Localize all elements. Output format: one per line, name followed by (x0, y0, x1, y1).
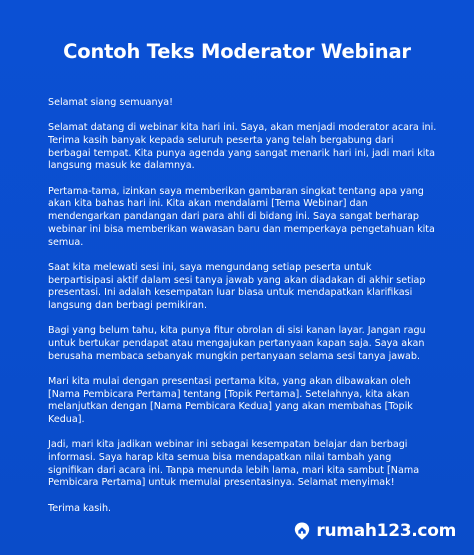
brand-name: rumah123.com (316, 521, 456, 541)
thanks-paragraph: Terima kasih. (48, 502, 112, 514)
chat-feature-paragraph: Bagi yang belum tahu, kita punya fitur obrolan di sisi kanan layar. Jangan ragu untuk bertukar pendapat atau mengajukan pertanyaan kapan saja. Saya akan berusaha membaca sebanyak mungkin pertanyaan selama sesi tanya jawab. (48, 325, 426, 362)
location-pin-icon (292, 521, 312, 541)
page-title: Contoh Teks Moderator Webinar (63, 40, 411, 63)
first-presentation-paragraph: Mari kita mulai dengan presentasi pertama kita, yang akan dibawakan oleh [Nama Pembicara Pertama] tentang [Topik Pertama]. Setelahnya, kita akan melanjutkan dengan [Nama Pembicara Kedua] yang akan membahas [Topik Kedua]. (48, 375, 413, 426)
welcome-paragraph: Selamat datang di webinar kita hari ini. Saya, akan menjadi moderator acara ini. Terima kasih banyak kepada seluruh peserta yang telah bergabung dari berbagai tempat. Kita punya agenda yang sangat menarik hari ini, jadi mari kita langsung masuk ke dalamnya. (48, 122, 437, 172)
qa-invitation-paragraph: Saat kita melewati sesi ini, saya mengundang setiap peserta untuk berpartisipasi aktif dalam sesi tanya jawab yang akan diadakan di akhir setiap presentasi. Ini adalah kesempatan luar biasa untuk mendapatkan klarifikasi langsung dan berbagi pemikiran. (48, 261, 426, 311)
greeting-paragraph: Selamat siang semuanya! (48, 97, 174, 108)
overview-paragraph: Pertama-tama, izinkan saya memberikan gambaran singkat tentang apa yang akan kita bahas hari ini. Kita akan mendalami [Tema Webinar] dan mendengarkan pandangan dari para ahli di bidang ini. Saya sangat berharap webinar ini bisa memberikan wawasan baru dan memperkaya pengetahuan kita semua. (48, 185, 435, 248)
document-body (48, 97, 438, 515)
brand-logo (292, 521, 456, 541)
closing-paragraph: Jadi, mari kita jadikan webinar ini sebagai kesempatan belajar dan berbagi informasi. Saya harap kita semua bisa mendapatkan nilai tambah yang signifikan dari acara ini. Tanpa menunda lebih lama, mari kita sambut [Nama Pembicara Pertama] untuk memulai presentasinya. Selamat menyimak! (48, 439, 420, 489)
